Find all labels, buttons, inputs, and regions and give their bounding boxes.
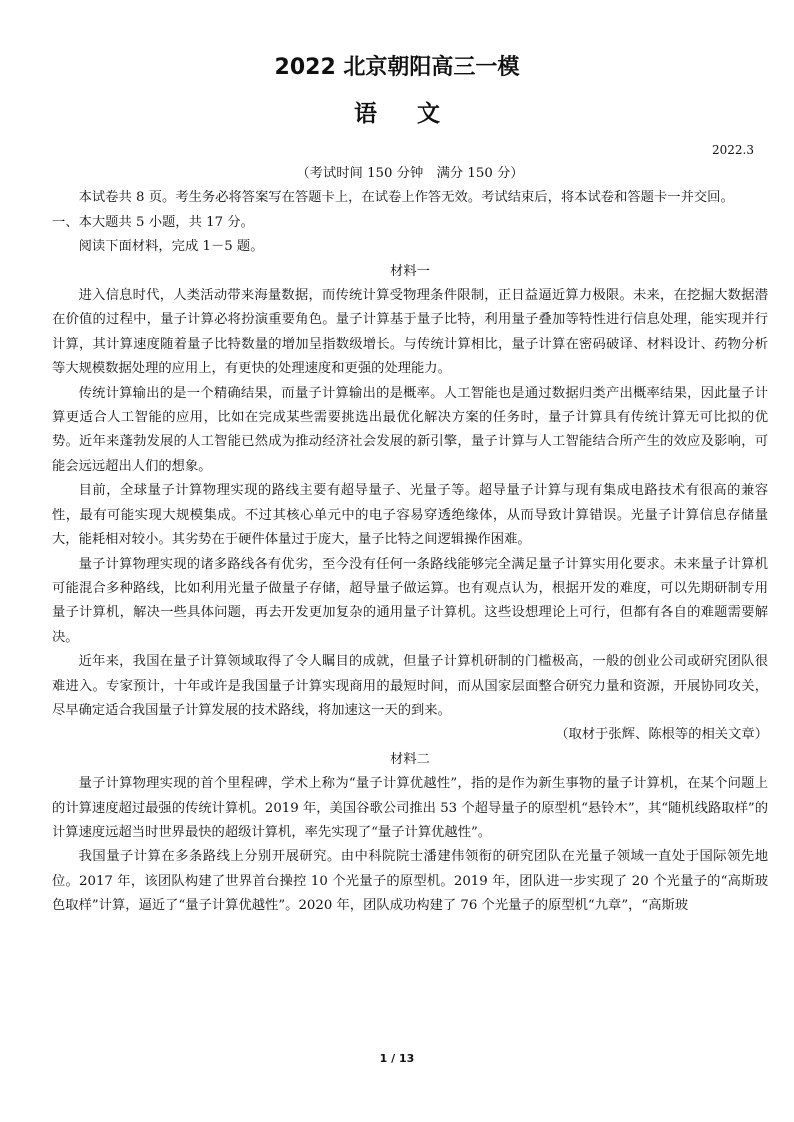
material1-paragraph: 进入信息时代，人类活动带来海量数据，而传统计算受物理条件限制，正日益逼近算力极限。未来，在挖掘大数据潜在价值的过程中，量子计算必将扮演重要角色。量子计算基于量子比特，利用量子叠加等特性进行信息处理，能实现并行计算，其计算速度随着量子比特数量的增加呈指数级增长。与传统计算相比，量子计算在密码破译、材料设计、药物分析等大规模数据处理的应用上，有更快的处理速度和更强的处理能力。 <box>52 288 768 377</box>
section-directive: 阅读下面材料，完成 1－5 题。 <box>78 239 264 255</box>
material1-heading: 材料一 <box>390 263 430 279</box>
material2-heading: 材料二 <box>390 751 430 767</box>
page-number: 1 / 13 <box>379 1052 415 1065</box>
material1-paragraph: 量子计算物理实现的诸多路线各有优劣，至今没有任何一条路线能够完全满足量子计算实用化要求。未来量子计算机可能混合多种路线，比如利用光量子做量子存储，超导量子做运算。也有观点认为，根据开发的难度，可以先期研制专用量子计算机，解决一些具体问题，再去开发更加复杂的通用量子计算机。这些设想理论上可行，但都有各自的难题需要解决。 <box>52 556 768 645</box>
exam-date: 2022.3 <box>712 143 754 157</box>
material1-source: （取材于张辉、陈根等的相关文章） <box>555 727 768 743</box>
material2-paragraph: 量子计算物理实现的首个里程碑，学术上称为“量子计算优越性”，指的是作为新生事物的量子计算机，在某个问题上的计算速度超过最强的传统计算机。2019 年，美国谷歌公司推出 53 个超导量子的原型机“悬铃木”，其“随机线路取样”的计算速度远超当时世界最快的超级计算机，率先实现了“量子计算优越性”。 <box>52 776 768 840</box>
material2-paragraph: 我国量子计算在多条路线上分别开展研究。由中科院院士潘建伟领衔的研究团队在光量子领域一直处于国际领先地位。2017 年，该团队构建了世界首台操控 10 个光量子的原型机。2019 年，团队进一步实现了 20 个光量子的“高斯玻色取样”计算，逼近了“量子计算优越性”。2020 年，团队成功构建了 76 个光量子的原型机“九章”，“高斯玻 <box>52 849 768 914</box>
material1-paragraph: 传统计算输出的是一个精确结果，而量子计算输出的是概率。人工智能也是通过数据归类产出概率结果，因此量子计算更适合人工智能的应用，比如在完成某些需要挑选出最优化解决方案的任务时，量子计算具有传统计算无可比拟的优势。近年来蓬勃发展的人工智能已然成为推动经济社会发展的新引擎，量子计算与人工智能结合所产生的效应及影响，可能会远远超出人们的想象。 <box>52 385 768 474</box>
material1-paragraph: 目前，全球量子计算物理实现的路线主要有超导量子、光量子等。超导量子计算与现有集成电路技术有很高的兼容性，最有可能实现大规模集成。不过其核心单元中的电子容易穿透绝缘体，从而导致计算错误。光量子计算信息存储量大，能耗相对较小。其劣势在于硬件体量过于庞大，量子比特之间逻辑操作困难。 <box>52 483 768 548</box>
exam-info: （考试时间 150 分钟 满分 150 分） <box>296 166 524 181</box>
instructions: 本试卷共 8 页。考生务必将答案写在答题卡上，在试卷上作答无效。考试结束后，将本试卷和答题卡一并交回。 <box>78 190 734 206</box>
exam-title: 2022 北京朝阳高三一模 <box>274 55 520 80</box>
subject-title: 语文 <box>354 101 480 127</box>
exam-body <box>52 162 768 919</box>
section-heading: 一、本大题共 5 小题，共 17 分。 <box>52 214 254 230</box>
material1-paragraph: 近年来，我国在量子计算领域取得了令人瞩目的成就，但量子计算机研制的门槛极高，一般的创业公司或研究团队很难进入。专家预计，十年或许是我国量子计算实现商用的最短时间，而从国家层面整合研究力量和资源，开展协同攻关，尽早确定适合我国量子计算发展的技术路线，将加速这一天的到来。 <box>52 654 768 718</box>
